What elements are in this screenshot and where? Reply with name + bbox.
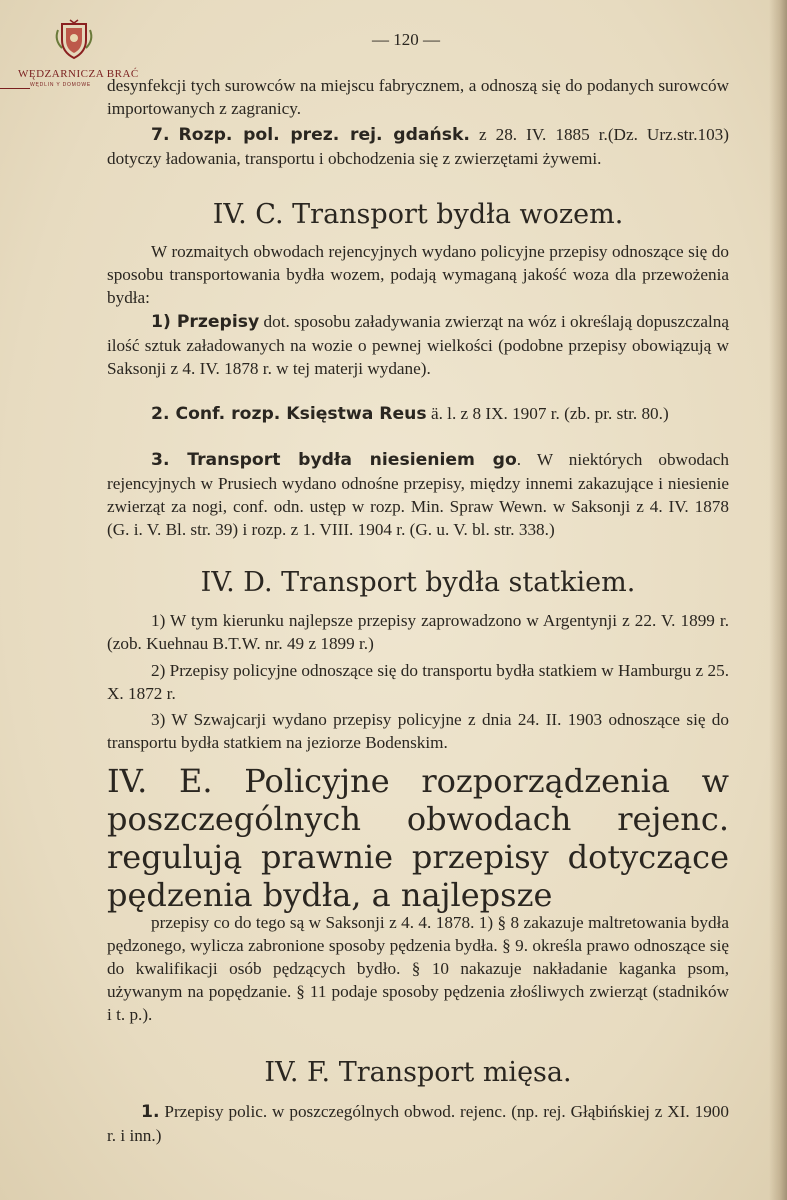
item-bold-title: Rozp. pol. prez. rej. gdańsk. <box>178 125 470 145</box>
page-number: — 120 — <box>372 30 440 49</box>
paragraph-text: desynfekcji tych surowców na miejscu fabrycznem, a odnoszą się do podanych surowców importowanych z zagranicy. <box>107 76 729 118</box>
item-text: z 28. IV. 1885 r.(Dz. Urz.str.103) dotyczy ładowania, transportu i obchodzenia się z zwierzętami żywemi. <box>107 125 730 168</box>
coat-of-arms-icon <box>52 18 96 62</box>
paragraph-continuation <box>107 74 729 120</box>
paragraph-d-2: 2) Przepisy policyjne odnoszące się do transportu bydła statkiem w Hamburgu z 25. X. 1872 r. <box>107 661 729 703</box>
item-bold-title: 2. Conf. rozp. Księstwa Reus <box>151 404 427 424</box>
paragraph-e: przepisy co do tego są w Saksonji z 4. 4. 1878. 1) § 8 zakazuje maltretowania bydła pędzonego, wylicza zabronione sposoby pędzenia bydła. § 9. określa prawo odnoszące się do kwalifikacji osób pędzących bydło. § 10 nakazuje nakładanie kaganka psom, używanym na popędzanie. § 11 podaje sposoby pędzenia złośliwych zwierząt (stadników i t. p.). <box>107 913 729 1024</box>
paragraph-d-3: 3) W Szwajcarji wydano przepisy policyjne z dnia 24. II. 1903 odnoszące się do transportu bydła statkiem na jeziorze Bodenskim. <box>107 710 729 752</box>
heading-iv-d: IV. D. Transport bydła statkiem. <box>200 567 636 598</box>
item-text: dot. sposobu załadywania zwierząt na wóz i określają dopuszczalną ilość sztuk załadowanych na wozie o pewnej wielkości (podobne przepisy obowiązują w Saksonji z 4. IV. 1878 r. w tej materji wydane). <box>107 312 729 378</box>
heading-iv-c: IV. C. Transport bydła wozem. <box>212 199 624 230</box>
paragraph-c-3 <box>107 448 729 541</box>
paragraph-c-1 <box>107 310 729 380</box>
paragraph-item-7 <box>107 123 729 170</box>
item-bold-title: 3. Transport bydła niesieniem go <box>151 450 517 470</box>
item-text: Przepisy polic. w poszczególnych obwod. rejenc. (np. rej. Głąbińskiej z XI. 1900 r. i inn.) <box>107 1102 729 1145</box>
logo-subtitle: WĘDLIN Y DOMOWE <box>30 82 91 88</box>
paragraph-c-intro <box>107 240 729 309</box>
paragraph-text: W rozmaitych obwodach rejencyjnych wydano policyjne przepisy odnoszące się do sposobu transportowania bydła wozem, podają wymaganą jakość woza dla przewożenia bydła: <box>107 242 729 307</box>
item-bold-title: 1) Przepisy <box>151 312 260 332</box>
paragraph-d-1: 1) W tym kierunku najlepsze przepisy zaprowadzono w Argentynji z 22. V. 1899 r. (zob. Kuehnau B.T.W. nr. 49 z 1899 r.) <box>107 611 729 653</box>
logo-rule <box>0 88 30 89</box>
paragraph-f-1 <box>107 1100 729 1147</box>
logo-name: WĘDZARNICZA BRAĆ <box>18 68 139 80</box>
item-text: . W niektórych obwodach rejencyjnych w Prusiech wydano odnośne przepisy, między innemi zakazujące i niesienie zwierząt za nogi, conf. odn. ustęp w rozp. Min. Spraw Wewn. w Saksonji z 4. IV. 1878 (G. i. V. Bl. str. 39) i rozp. z 1. VIII. 1904 r. (G. u. V. bl. str. 338.) <box>107 450 729 539</box>
item-number: 7. <box>151 125 170 145</box>
page-spine-shadow <box>769 0 787 1200</box>
item-text: ä. l. z 8 IX. 1907 r. (zb. pr. str. 80.) <box>426 404 669 423</box>
paragraph-c-2 <box>107 402 729 426</box>
heading-iv-e: IV. E. Policyjne rozporządzenia w poszczególnych obwodach rejenc. regulują prawnie przepisy dotyczące pędzenia bydła, a najlepsze <box>107 762 729 914</box>
item-number: 1. <box>141 1102 160 1122</box>
heading-iv-f: IV. F. Transport mięsa. <box>264 1057 572 1088</box>
